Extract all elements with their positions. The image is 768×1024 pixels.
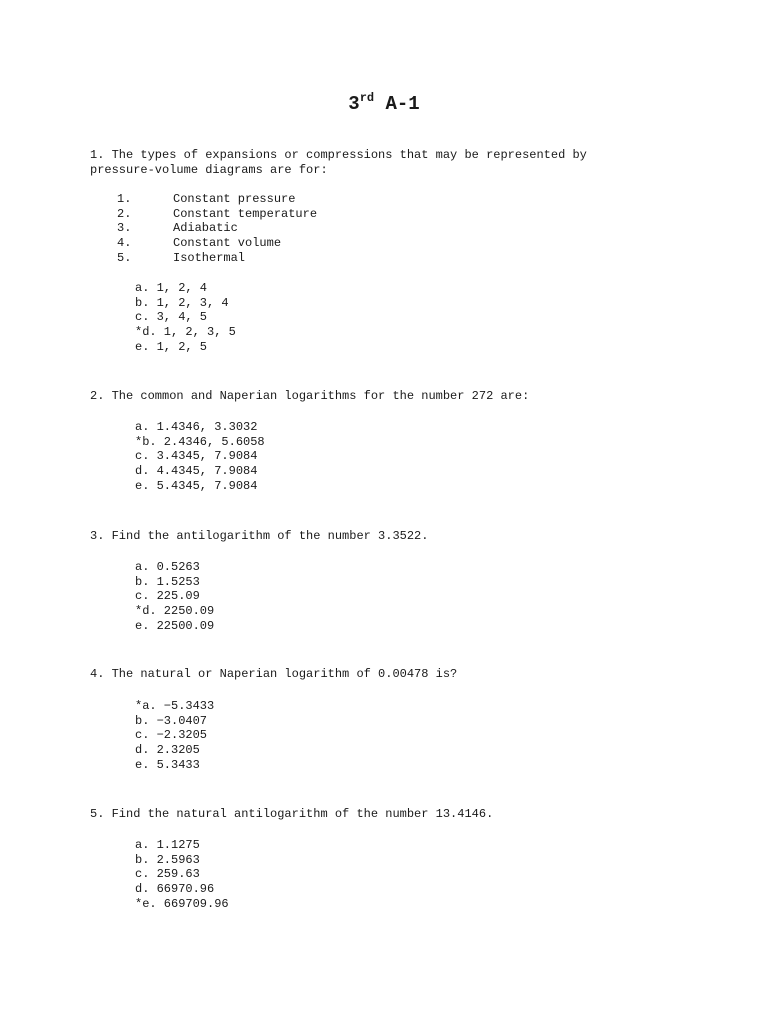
- question-1-choices: [135, 281, 236, 354]
- answer-choice: b. 1, 2, 3, 4: [135, 295, 229, 310]
- title-rest: A-1: [374, 93, 420, 115]
- stem-line: 1. The types of expansions or compressions that may be represented by: [90, 148, 587, 162]
- stem-line: pressure-volume diagrams are for:: [90, 162, 328, 177]
- list-item-text: Constant volume: [173, 236, 282, 251]
- question-2-choices: [135, 420, 265, 493]
- stem-line: 3. Find the antilogarithm of the number 3.3522.: [90, 529, 429, 543]
- answer-choice: d. 4.4345, 7.9084: [135, 464, 258, 479]
- list-item-text: Isothermal: [173, 250, 246, 265]
- question-1-items: [117, 192, 317, 265]
- question-5-choices: [135, 838, 229, 911]
- answer-choice: *b. 2.4346, 5.6058: [135, 434, 265, 449]
- answer-choice: d. 2.3205: [135, 743, 200, 758]
- answer-choice: *d. 2250.09: [135, 604, 215, 619]
- answer-choice: e. 5.4345, 7.9084: [135, 478, 258, 493]
- question-5-stem: [90, 807, 710, 822]
- list-item: [117, 251, 317, 266]
- answer-choice: e. 22500.09: [135, 618, 215, 633]
- stem-line: 5. Find the natural antilogarithm of the number 13.4146.: [90, 807, 494, 821]
- list-item-text: Constant temperature: [173, 206, 318, 221]
- title-main: 3: [348, 93, 360, 115]
- answer-choice: c. 225.09: [135, 589, 200, 604]
- answer-choice: e. 1, 2, 5: [135, 339, 208, 354]
- page-title: [0, 92, 768, 118]
- answer-choice: c. 3, 4, 5: [135, 310, 208, 325]
- answer-choice: *d. 1, 2, 3, 5: [135, 325, 236, 340]
- question-4-stem: [90, 667, 710, 682]
- answer-choice: c. −2.3205: [135, 728, 208, 743]
- question-1-stem: [90, 148, 710, 177]
- list-item: [117, 192, 317, 207]
- stem-line: 4. The natural or Naperian logarithm of 0.00478 is?: [90, 667, 458, 681]
- list-item: [117, 236, 317, 251]
- list-item-number: 3.: [117, 221, 132, 236]
- stem-line: 2. The common and Naperian logarithms for the number 272 are:: [90, 389, 530, 403]
- answer-choice: *e. 669709.96: [135, 896, 229, 911]
- answer-choice: b. −3.0407: [135, 713, 208, 728]
- answer-choice: *a. −5.3433: [135, 699, 215, 713]
- list-item-text: Constant pressure: [173, 192, 296, 206]
- question-4-choices: [135, 699, 214, 772]
- question-3-choices: [135, 560, 214, 633]
- answer-choice: d. 66970.96: [135, 882, 215, 897]
- answer-choice: e. 5.3433: [135, 757, 200, 772]
- title-superscript: rd: [359, 91, 375, 105]
- answer-choice: b. 1.5253: [135, 574, 200, 589]
- question-3-stem: [90, 529, 710, 544]
- answer-choice: b. 2.5963: [135, 852, 200, 867]
- list-item: [117, 221, 317, 236]
- list-item-number: 2.: [117, 206, 132, 221]
- list-item-number: 1.: [117, 192, 132, 206]
- answer-choice: a. 1.4346, 3.3032: [135, 420, 258, 434]
- list-item-text: Adiabatic: [173, 221, 238, 236]
- answer-choice: a. 1.1275: [135, 838, 200, 852]
- answer-choice: c. 3.4345, 7.9084: [135, 449, 258, 464]
- answer-choice: c. 259.63: [135, 867, 200, 882]
- list-item: [117, 207, 317, 222]
- answer-choice: a. 0.5263: [135, 560, 200, 574]
- answer-choice: a. 1, 2, 4: [135, 281, 208, 295]
- question-2-stem: [90, 389, 710, 404]
- list-item-number: 4.: [117, 236, 132, 251]
- list-item-number: 5.: [117, 250, 132, 265]
